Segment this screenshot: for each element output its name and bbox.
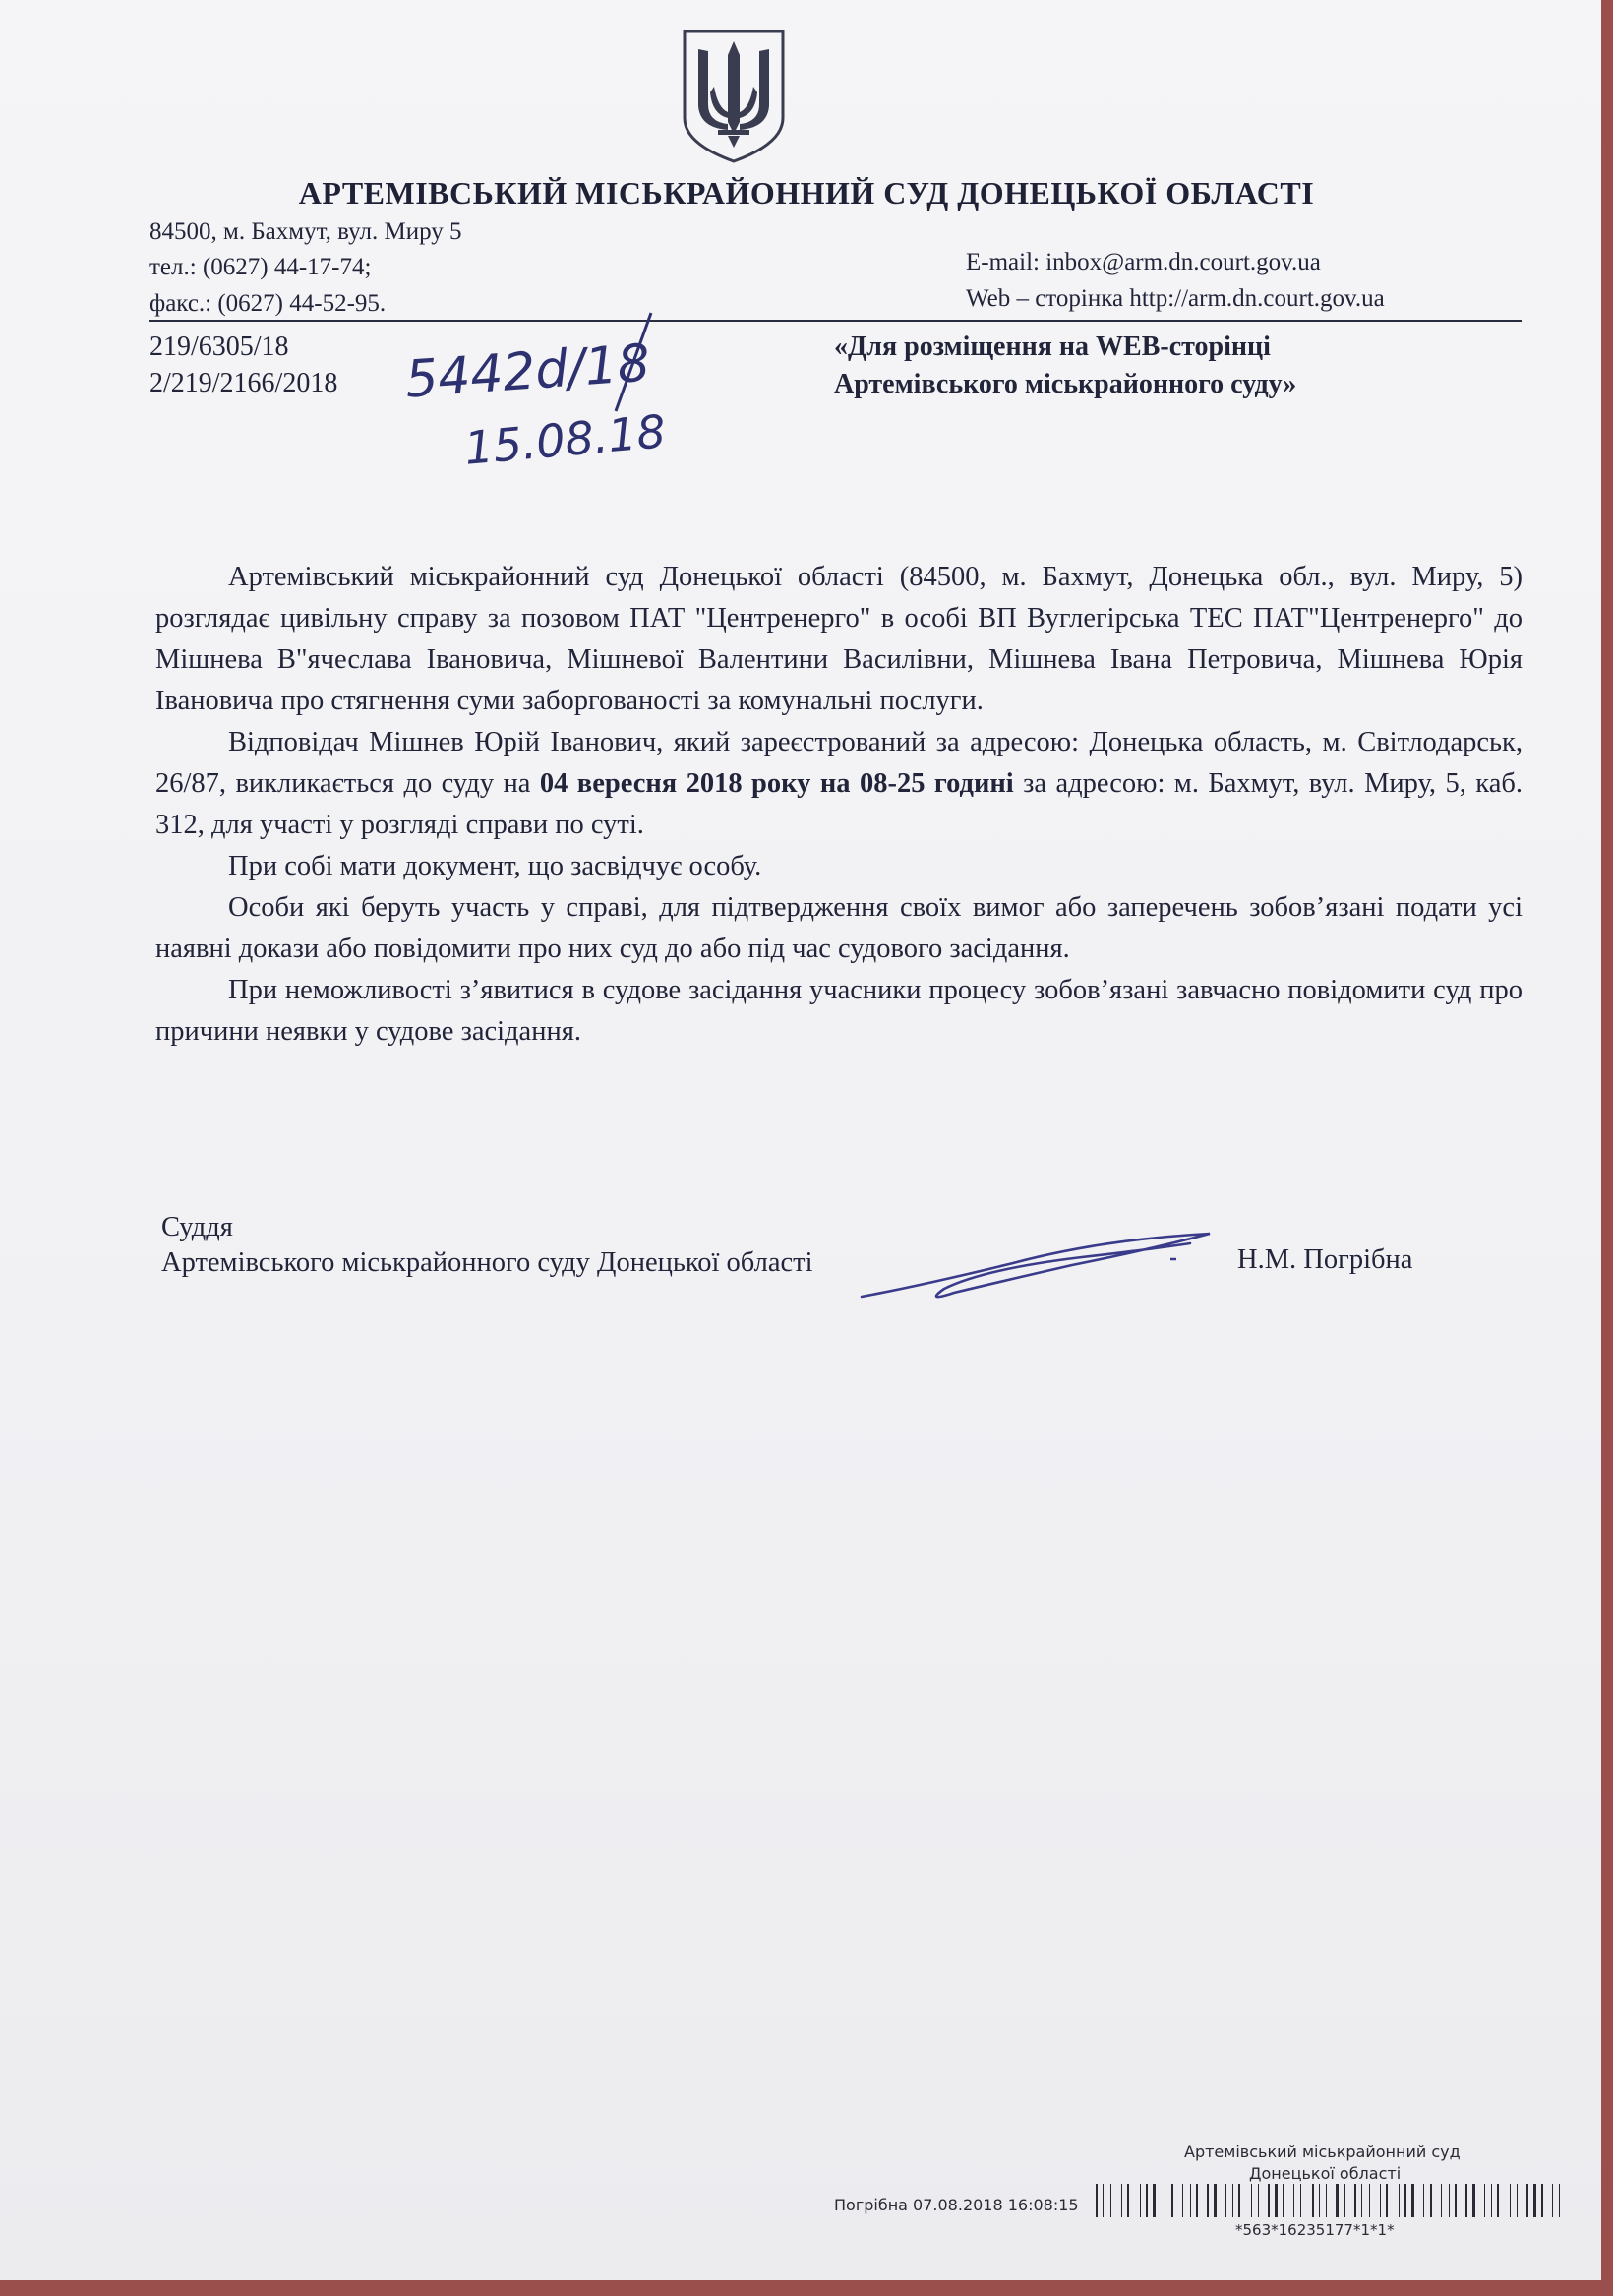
barcode-bar <box>1103 2184 1104 2217</box>
barcode-bar <box>1411 2184 1414 2217</box>
barcode-bar <box>1497 2184 1499 2217</box>
stamp-court-line2: Донецької області <box>1249 2164 1402 2183</box>
barcode-bar <box>1472 2184 1475 2217</box>
barcode-bar <box>1465 2184 1467 2217</box>
barcode-bar <box>1207 2184 1209 2217</box>
barcode-bar <box>1510 2184 1511 2217</box>
barcode-bar <box>1268 2184 1270 2217</box>
web-publication-note <box>834 329 1296 403</box>
barcode-bar <box>1399 2184 1400 2217</box>
web-note-line1: «Для розміщення на WEB-сторінці <box>834 332 1271 362</box>
barcode-bar <box>1336 2184 1339 2217</box>
barcode-bar <box>1344 2184 1345 2217</box>
summons-text: Відповідач Мішнев Юрій Іванович, який зареєстрований за адресою: Донецька область, м. Світлодарськ, 26/87, викликається до суду на <box>155 727 1523 799</box>
case-number: 219/6305/18 <box>149 332 289 362</box>
barcode-bar <box>1541 2184 1543 2217</box>
barcode-bar <box>1386 2184 1388 2217</box>
barcode-bar <box>1225 2184 1226 2217</box>
body-paragraph: При неможливості з’явитися в судове засідання учасники процесу зобов’язані завчасно повідомити суд про причини неявки у судове засідання. <box>155 975 1523 1047</box>
barcode-bar <box>1319 2184 1320 2217</box>
body-paragraph: Артемівський міськрайонний суд Донецької області (84500, м. Бахмут, Донецька обл., вул. Миру, 5) розглядає цивільну справу за позовом ПАТ "Центренерго" в особі ВП Вуглегірська ТЕС ПАТ"Центренерго" до Мішнева В"ячеслава Івановича, Мішневої Валентини Василівни, Мішнева Івана Петровича, Мішнева Юрія Івановича про стягнення суми заборгованості за комунальні послуги. <box>155 562 1523 716</box>
barcode-bar <box>1517 2184 1518 2217</box>
barcode-bar <box>1369 2184 1370 2217</box>
barcode-bar <box>1127 2184 1129 2217</box>
barcode-bar <box>1146 2184 1148 2217</box>
signer-name: Н.М. Погрібна <box>1237 1244 1413 1275</box>
handwritten-incoming-number: 5442d/18 <box>403 333 652 410</box>
trident-emblem-icon <box>679 28 789 165</box>
barcode-bar <box>1258 2184 1259 2217</box>
barcode-bar <box>1171 2184 1173 2217</box>
signer-title: Суддя <box>161 1212 233 1242</box>
signer-court: Артемівського міськрайонного суду Донецької області <box>161 1247 813 1278</box>
barcode-bar <box>1404 2184 1406 2217</box>
barcode-bar <box>1526 2184 1528 2217</box>
barcode-bar <box>1441 2184 1442 2217</box>
barcode-bar <box>1312 2184 1314 2217</box>
barcode <box>1094 2182 1566 2219</box>
header-divider <box>149 320 1522 322</box>
handwritten-signature <box>856 1220 1229 1308</box>
barcode-bar <box>1238 2184 1240 2217</box>
barcode-bar <box>1232 2184 1233 2217</box>
notice-body <box>155 557 1523 1053</box>
barcode-bar <box>1190 2184 1191 2217</box>
barcode-bar <box>1110 2184 1111 2217</box>
barcode-bar <box>1196 2184 1198 2217</box>
body-paragraph: Особи які беруть участь у справі, для підтвердження своїх вимог або заперечень зобов’язані подати усі наявні докази або повідомити про них суд до або під час судового засідання. <box>155 892 1523 964</box>
barcode-bar <box>1354 2184 1356 2217</box>
handwritten-incoming-date: 15.08.18 <box>462 404 668 475</box>
court-name: АРТЕМІВСЬКИЙ МІСЬКРАЙОННИЙ СУД ДОНЕЦЬКОЇ ОБЛАСТІ <box>298 175 1315 211</box>
barcode-bar <box>1251 2184 1252 2217</box>
registration-stamp: Погрібна 07.08.2018 16:08:15 <box>834 2196 1079 2214</box>
barcode-bar <box>1300 2184 1301 2217</box>
court-email: E-mail: inbox@arm.dn.court.gov.ua <box>966 249 1321 275</box>
barcode-bar <box>1153 2184 1156 2217</box>
barcode-bar <box>1430 2184 1432 2217</box>
barcode-bar <box>1533 2184 1536 2217</box>
barcode-bar <box>1293 2184 1294 2217</box>
barcode-bar <box>1380 2184 1381 2217</box>
barcode-bar <box>1214 2184 1217 2217</box>
barcode-bar <box>1559 2184 1560 2217</box>
barcode-bar <box>1455 2184 1457 2217</box>
barcode-bar <box>1182 2184 1183 2217</box>
barcode-bar <box>1552 2184 1553 2217</box>
barcode-bar <box>1491 2184 1492 2217</box>
barcode-bar <box>1484 2184 1485 2217</box>
barcode-bar <box>1423 2184 1424 2217</box>
barcode-bar <box>1361 2184 1362 2217</box>
barcode-bar <box>1140 2184 1141 2217</box>
stamp-court-line1: Артемівський міськрайонний суд <box>1184 2143 1461 2161</box>
court-address: 84500, м. Бахмут, вул. Миру 5 <box>149 218 462 245</box>
hearing-datetime: 04 вересня 2018 року на 08-25 годині <box>539 768 1014 799</box>
handwritten-slash-mark <box>602 309 661 417</box>
court-web: Web – сторінка http://arm.dn.court.gov.ua <box>966 285 1385 312</box>
body-paragraph <box>155 722 1523 846</box>
barcode-bar <box>1121 2184 1122 2217</box>
barcode-bar <box>1096 2184 1098 2217</box>
body-paragraph: При собі мати документ, що засвідчує особу. <box>228 851 762 881</box>
barcode-bar <box>1449 2184 1450 2217</box>
court-phone: тел.: (0627) 44-17-74; <box>149 254 372 280</box>
summons-address: за адресою: м. Бахмут, вул. Миру, 5, каб. 312, для участі у розгляді справи по суті. <box>155 768 1523 840</box>
barcode-bar <box>1283 2184 1284 2217</box>
barcode-number: *563*16235177*1*1* <box>1235 2221 1395 2239</box>
proceeding-number: 2/219/2166/2018 <box>149 368 338 398</box>
court-fax: факс.: (0627) 44-52-95. <box>149 290 387 317</box>
web-note-line2: Артемівського міськрайонного суду» <box>834 369 1297 399</box>
barcode-bar <box>1326 2184 1327 2217</box>
barcode-bar <box>1275 2184 1278 2217</box>
